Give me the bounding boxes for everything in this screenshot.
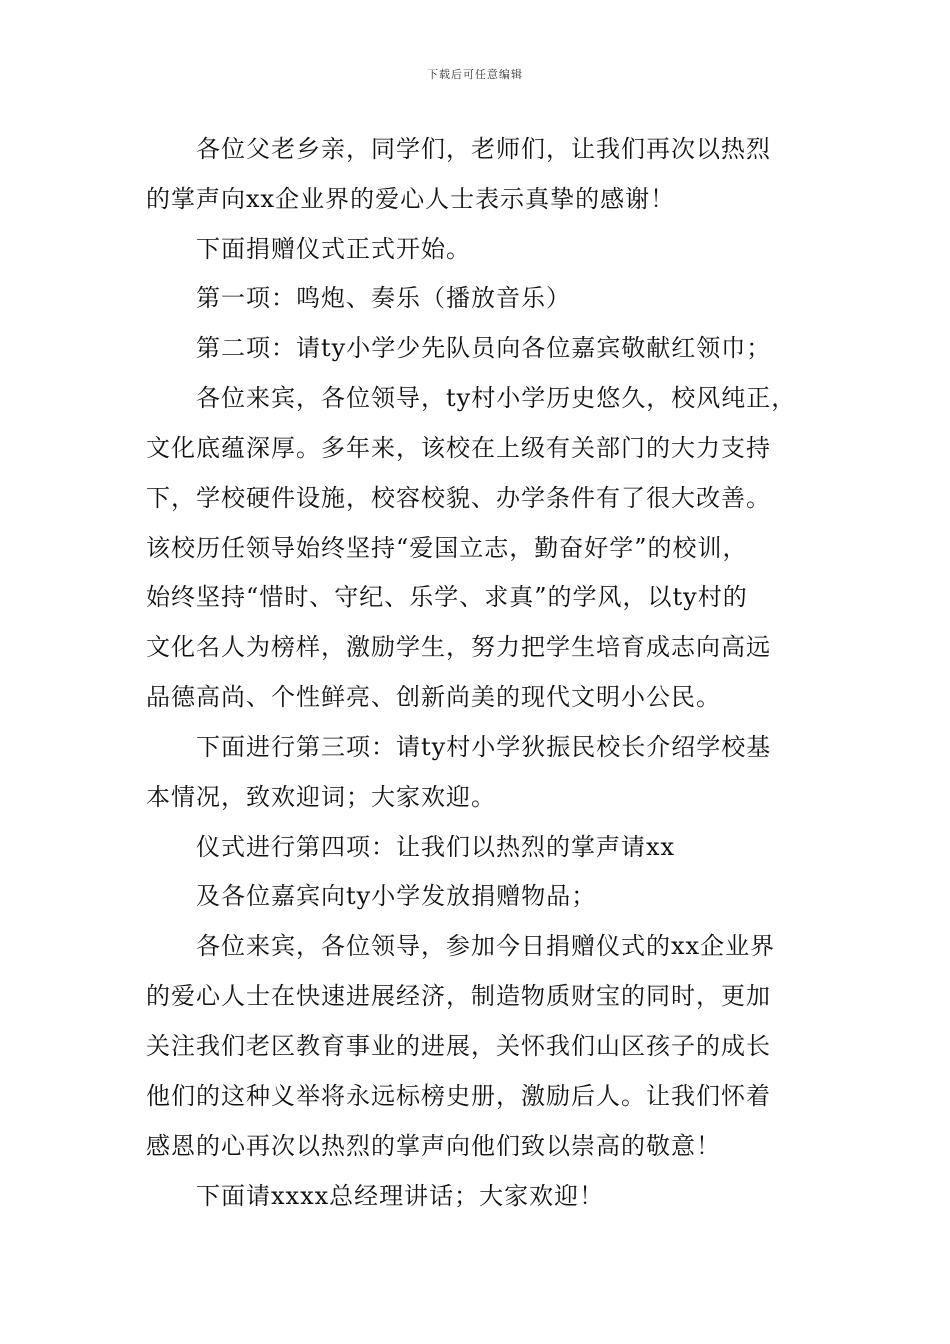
text-line: 关注我们老区教育事业的进展，关怀我们山区孩子的成长: [146, 1032, 771, 1060]
text-line: 及各位嘉宾向ty小学发放捐赠物品；: [196, 882, 597, 910]
text-line: 品德高尚、个性鲜亮、创新尚美的现代文明小公民。: [146, 683, 721, 711]
text-line: 该校历任领导始终坚持“爱国立志，勤奋好学”的校训，: [146, 534, 748, 562]
text-line: 的掌声向xx企业界的爱心人士表示真挚的感谢！: [146, 185, 676, 213]
text-line: 的爱心人士在快速进展经济，制造物质财宝的同时，更加: [146, 982, 771, 1010]
text-line: 仪式进行第四项：让我们以热烈的掌声请xx: [196, 833, 676, 861]
text-line: 感恩的心再次以热烈的掌声向他们致以崇高的敬意！: [146, 1132, 721, 1160]
text-line: 下，学校硬件设施，校容校貌、办学条件有了很大改善。: [146, 484, 771, 512]
text-line: 文化底蕴深厚。多年来，该校在上级有关部门的大力支持: [146, 434, 771, 462]
text-line: 下面进行第三项：请ty村小学狄振民校长介绍学校基: [196, 733, 772, 761]
text-line: 本情况，致欢迎词；大家欢迎。: [146, 783, 496, 811]
text-line: 始终坚持“惜时、守纪、乐学、求真”的学风，以ty村的: [146, 583, 748, 611]
page-header: 下载后可任意编辑: [427, 68, 523, 81]
text-line: 下面捐赠仪式正式开始。: [196, 235, 471, 263]
text-line: 各位来宾，各位领导，参加今日捐赠仪式的xx企业界: [196, 932, 776, 960]
text-line: 各位来宾，各位领导，ty村小学历史悠久，校风纯正，: [196, 384, 797, 412]
text-line: 他们的这种义举将永远标榜史册，激励后人。让我们怀着: [146, 1082, 771, 1110]
text-line: 第二项：请ty小学少先队员向各位嘉宾敬献红领巾；: [196, 334, 772, 362]
text-line: 下面请xxxx总经理讲话；大家欢迎！: [196, 1182, 605, 1210]
text-line: 第一项：鸣炮、奏乐（播放音乐）: [196, 284, 571, 312]
text-line: 文化名人为榜样，激励学生，努力把学生培育成志向高远: [146, 633, 771, 661]
text-line: 各位父老乡亲，同学们，老师们，让我们再次以热烈: [196, 135, 771, 163]
